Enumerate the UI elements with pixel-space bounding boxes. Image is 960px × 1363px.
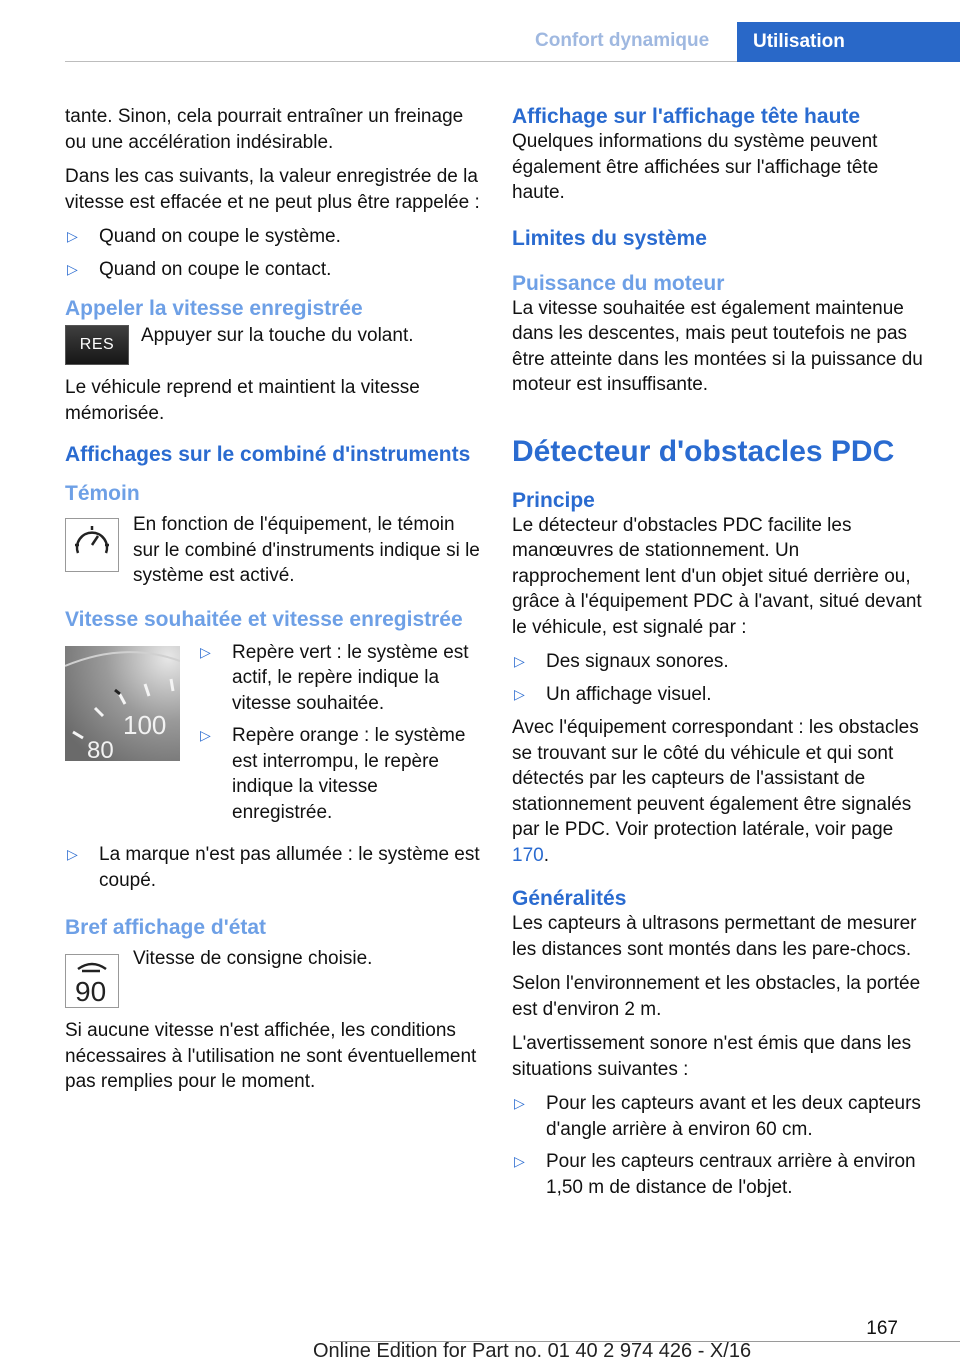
triangle-bullet-icon: ▷ <box>200 727 211 743</box>
res-description: Appuyer sur la touche du volant. <box>141 325 414 346</box>
list-item <box>65 224 480 250</box>
list-item <box>512 682 932 708</box>
paragraph: Si aucune vitesse n'est affichée, les conditions nécessaires à l'utilisation ne sont éventuellement pas remplies pour le moment. <box>65 1020 477 1092</box>
page-number: 167 <box>866 1318 898 1339</box>
bullet-list <box>512 1091 932 1200</box>
left-column <box>65 104 480 1104</box>
triangle-bullet-icon: ▷ <box>514 1095 525 1111</box>
paragraph-end: . <box>543 844 549 866</box>
page-footer <box>0 1318 960 1362</box>
list-item-text: La marque n'est pas allumée : le système est coupé. <box>99 844 480 891</box>
header-chapter-tab[interactable]: Utilisation <box>737 22 960 62</box>
heading-engine-power: Puissance du moteur <box>512 271 725 295</box>
heading-desired-speed: Vitesse souhaitée et vitesse enregistrée <box>65 607 463 631</box>
list-item-text: Un affichage visuel. <box>546 683 712 705</box>
paragraph: Le véhicule reprend et maintient la vitesse mémorisée. <box>65 377 420 424</box>
bullet-list <box>65 842 480 893</box>
list-item <box>512 649 932 675</box>
list-item-text: Pour les capteurs centraux arrière à environ 1,50 m de distance de l'objet. <box>546 1151 916 1198</box>
temoin-description: En fonction de l'équipement, le témoin sur le combiné d'instruments indique si le système est activé. <box>133 514 480 586</box>
list-item <box>198 640 480 717</box>
triangle-bullet-icon: ▷ <box>514 1153 525 1169</box>
paragraph: Selon l'environnement et les obstacles, la portée est d'environ 2 m. <box>512 973 921 1020</box>
triangle-bullet-icon: ▷ <box>200 643 211 660</box>
paragraph: L'avertissement sonore n'est émis que dans les situations suivantes : <box>512 1033 912 1080</box>
paragraph <box>512 715 932 868</box>
heading-pdc: Détecteur d'obstacles PDC <box>512 434 895 468</box>
heading-brief-status: Bref affichage d'état <box>65 916 267 939</box>
page-link[interactable]: 170 <box>512 844 544 866</box>
list-item-text: Pour les capteurs avant et les deux capteurs d'angle arrière à environ 60 cm. <box>546 1093 921 1140</box>
list-item <box>512 1091 932 1142</box>
heading-hud: Affichage sur l'affichage tête haute <box>512 105 861 128</box>
cruise-control-icon <box>65 518 119 572</box>
header-section-label[interactable]: Confort dynamique <box>535 30 710 51</box>
heading-system-limits: Limites du système <box>512 226 707 250</box>
heading-temoin: Témoin <box>65 482 140 505</box>
gauge-row <box>65 641 480 833</box>
bullet-list <box>512 649 932 707</box>
gauge-label-100: 100 <box>123 709 167 740</box>
paragraph: La vitesse souhaitée est également maintenue dans les descentes, mais peut toutefois ne pas être atteinte dans les montées si la puissance du moteur est insuffisante. <box>512 297 923 395</box>
heading-general: Généralités <box>512 887 627 910</box>
list-item-text: Repère orange : le système est interrompu, le repère indique la vitesse enregistrée. <box>232 725 466 823</box>
res-button-icon: RES <box>65 325 129 365</box>
triangle-bullet-icon: ▷ <box>67 260 78 277</box>
triangle-bullet-icon: ▷ <box>514 685 525 702</box>
list-item-text: Des signaux sonores. <box>546 651 729 672</box>
gauge-label-80: 80 <box>87 736 114 761</box>
res-row <box>65 323 480 365</box>
bref-description: Vitesse de consigne choisie. <box>133 948 373 969</box>
list-item <box>198 723 480 825</box>
paragraph: Quelques informations du système peuvent également être affichées sur l'affichage tête haute. <box>512 131 879 203</box>
page-header <box>0 22 960 62</box>
list-item-text: Quand on coupe le contact. <box>99 258 332 280</box>
triangle-bullet-icon: ▷ <box>67 846 78 862</box>
list-item <box>65 842 480 893</box>
bref-row <box>65 946 480 1008</box>
list-item-text: Quand on coupe le système. <box>99 226 341 247</box>
temoin-row <box>65 512 480 589</box>
triangle-bullet-icon: ▷ <box>514 653 525 669</box>
paragraph: Les capteurs à ultrasons permettant de mesurer les distances sont montés dans les pare-chocs. <box>512 913 917 960</box>
paragraph: tante. Sinon, cela pourrait entraîner un freinage ou une accélération indésirable. <box>65 106 464 153</box>
right-column <box>512 104 932 1208</box>
paragraph: Dans les cas suivants, la valeur enregistrée de la vitesse est effacée et ne peut plus être rappelée : <box>65 166 480 213</box>
list-item <box>65 257 480 283</box>
heading-recall-speed: Appeler la vitesse enregistrée <box>65 297 363 320</box>
paragraph-text: Avec l'équipement correspondant : les obstacles se trouvant sur le côté du véhicule et qui sont détectés par les capteurs de l'assistant de stationnement peuvent également être signalés par le PDC. Voir protection latérale, voir page <box>512 717 919 840</box>
set-speed-value: 90 <box>75 976 107 1007</box>
bullet-list <box>65 224 480 282</box>
paragraph: Le détecteur d'obstacles PDC facilite les manœuvres de stationnement. Un rapprochement lent d'un objet situé derrière ou, grâce à l'équipement PDC à l'avant, situé devant le véhicule, est signalé par : <box>512 514 922 638</box>
heading-instrument-displays: Affichages sur le combiné d'instruments <box>65 443 471 466</box>
triangle-bullet-icon: ▷ <box>67 228 78 244</box>
edition-text: Online Edition for Part no. 01 40 2 974 426 - X/16 <box>313 1340 752 1362</box>
set-speed-icon <box>65 954 119 1008</box>
list-item <box>512 1149 932 1200</box>
gauge-list <box>198 640 480 833</box>
list-item-text: Repère vert : le système est actif, le repère indique la vitesse souhaitée. <box>232 641 469 714</box>
heading-principe: Principe <box>512 488 595 512</box>
speedometer-image <box>65 646 180 761</box>
